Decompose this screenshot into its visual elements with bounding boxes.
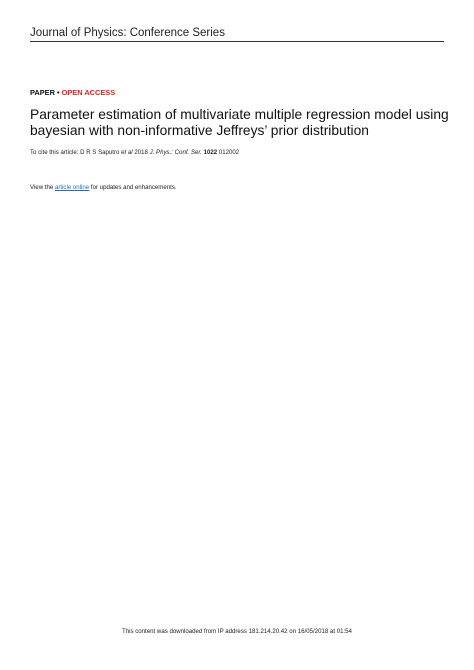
open-access-label: OPEN ACCESS	[61, 88, 116, 97]
paper-type-line	[30, 88, 115, 97]
header-divider	[30, 41, 444, 42]
citation-line	[30, 149, 239, 156]
citation-et-al: et al	[121, 149, 133, 156]
citation-article-number: 012002	[217, 149, 240, 156]
citation-prefix: To cite this article: D R S Saputro	[30, 149, 122, 156]
citation-journal: J. Phys.: Conf. Ser.	[149, 149, 202, 156]
paper-type-label: PAPER	[30, 88, 55, 97]
download-footer-note: This content was downloaded from IP address 181.214.20.42 on 16/05/2018 at 01:54	[122, 628, 352, 635]
view-online-suffix: for updates and enhancements.	[89, 184, 177, 191]
article-title: Parameter estimation of multivariate multiple regression model using bayesian with non-informative Jeffreys’ prior distribution	[30, 107, 449, 138]
paper-type-separator: •	[54, 88, 62, 97]
citation-year: 2018	[132, 149, 150, 156]
article-online-link[interactable]: article online	[54, 184, 90, 191]
view-online-line	[30, 184, 177, 191]
journal-title: Journal of Physics: Conference Series	[30, 27, 225, 39]
citation-volume: 1022	[203, 149, 218, 156]
view-online-prefix: View the	[30, 184, 55, 191]
